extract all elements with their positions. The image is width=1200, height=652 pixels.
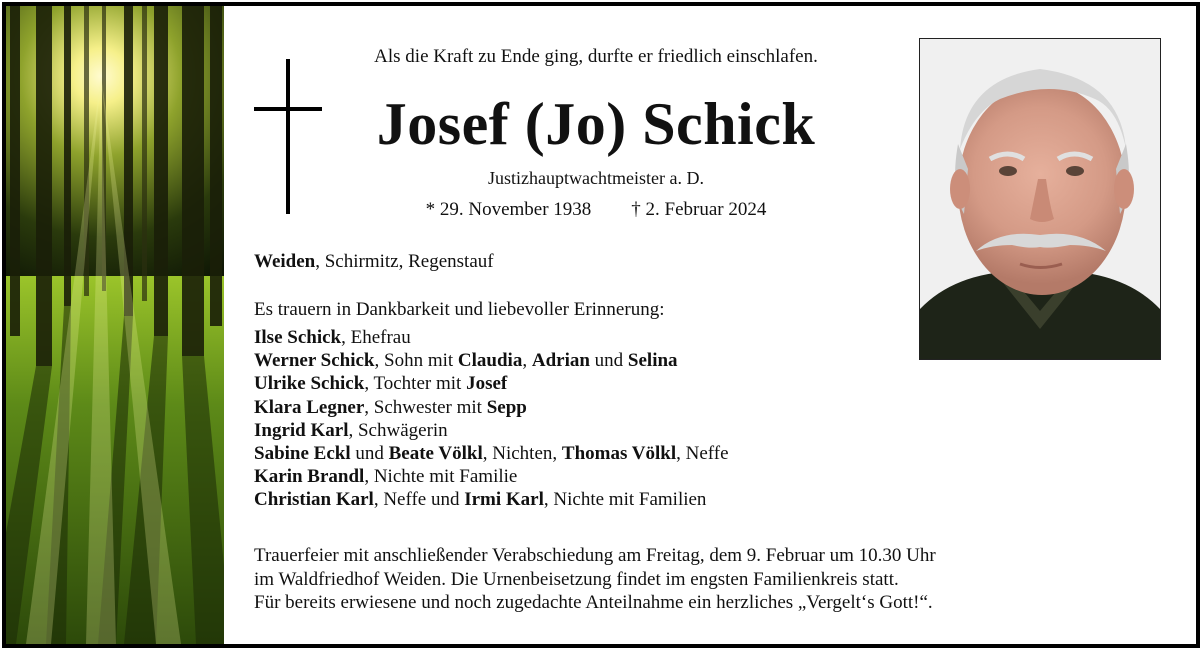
mourners-list [254, 326, 729, 512]
mourner-name: Karin Brandl [254, 466, 365, 488]
mourner-name: Irmi Karl [464, 489, 544, 511]
mourner-relation: , Nichten, [482, 443, 562, 465]
job-title: Justizhauptwachtmeister a. D. [488, 168, 704, 188]
mourner-name: Thomas Völkl [561, 443, 677, 465]
mourner-name: Ulrike Schick [254, 373, 365, 395]
closing-line: Trauerfeier mit anschließender Verabschiedung am Freitag, dem 9. Februar um 10.30 Uhr [254, 545, 936, 566]
closing-line: im Waldfriedhof Weiden. Die Urnenbeisetzung findet im engsten Familienkreis statt. [254, 568, 899, 590]
life-dates [226, 199, 966, 221]
mourner-name: Josef [466, 373, 508, 395]
mourner-relation: , Schwägerin [348, 419, 448, 441]
mourner-name: Claudia [457, 350, 523, 372]
mourner-line [254, 442, 729, 465]
death-date: † 2. Februar 2024 [631, 199, 767, 220]
mourner-name: Ingrid Karl [254, 419, 349, 441]
mourner-name: Selina [627, 350, 678, 372]
mourner-relation: und [589, 350, 628, 372]
mourner-relation: , Neffe [676, 443, 729, 465]
place-line [254, 251, 494, 273]
mourner-line [254, 488, 729, 511]
mourner-relation: , Nichte mit Familie [364, 466, 518, 488]
motto: Als die Kraft zu Ende ging, durfte er friedlich einschlafen. [374, 46, 818, 67]
mourner-relation: , Ehefrau [341, 327, 411, 348]
mourner-name: Ilse Schick [254, 327, 342, 348]
place-rest: , Schirmitz, Regenstauf [315, 251, 494, 272]
closing-line: Für bereits erwiesene und noch zugedachte Anteilnahme ein herzliches „Vergelt‘s Gott!“. [254, 592, 933, 613]
forest-image [6, 6, 224, 644]
place-main: Weiden [254, 251, 316, 272]
mourner-line [254, 326, 729, 349]
mourner-relation: , Sohn mit [374, 350, 458, 372]
mourner-relation: , [522, 350, 532, 372]
mourner-name: Christian Karl [254, 489, 374, 511]
mourner-line [254, 349, 729, 372]
closing-text [254, 544, 936, 615]
mourner-name: Adrian [531, 350, 590, 372]
mourner-relation: , Tochter mit [364, 373, 467, 395]
mourner-line [254, 419, 729, 442]
mourner-name: Beate Völkl [388, 443, 483, 465]
mourner-name: Sepp [486, 396, 527, 418]
mourner-line [254, 372, 729, 395]
mourner-name: Werner Schick [254, 350, 375, 372]
mourner-line [254, 396, 729, 419]
portrait-photo [919, 38, 1161, 360]
mourner-relation: , Nichte mit Familien [543, 489, 707, 511]
mourners-intro: Es trauern in Dankbarkeit und liebevoller Erinnerung: [254, 299, 665, 320]
mourner-name: Sabine Eckl [254, 443, 351, 465]
mourner-relation: , Neffe und [373, 489, 465, 511]
birth-date: * 29. November 1938 [425, 199, 592, 220]
deceased-name: Josef (Jo) Schick [376, 91, 816, 157]
mourner-relation: , Schwester mit [364, 396, 487, 418]
mourner-line [254, 465, 729, 488]
mourner-name: Klara Legner [254, 396, 365, 418]
obituary-card [2, 2, 1200, 648]
mourner-relation: und [350, 443, 389, 465]
